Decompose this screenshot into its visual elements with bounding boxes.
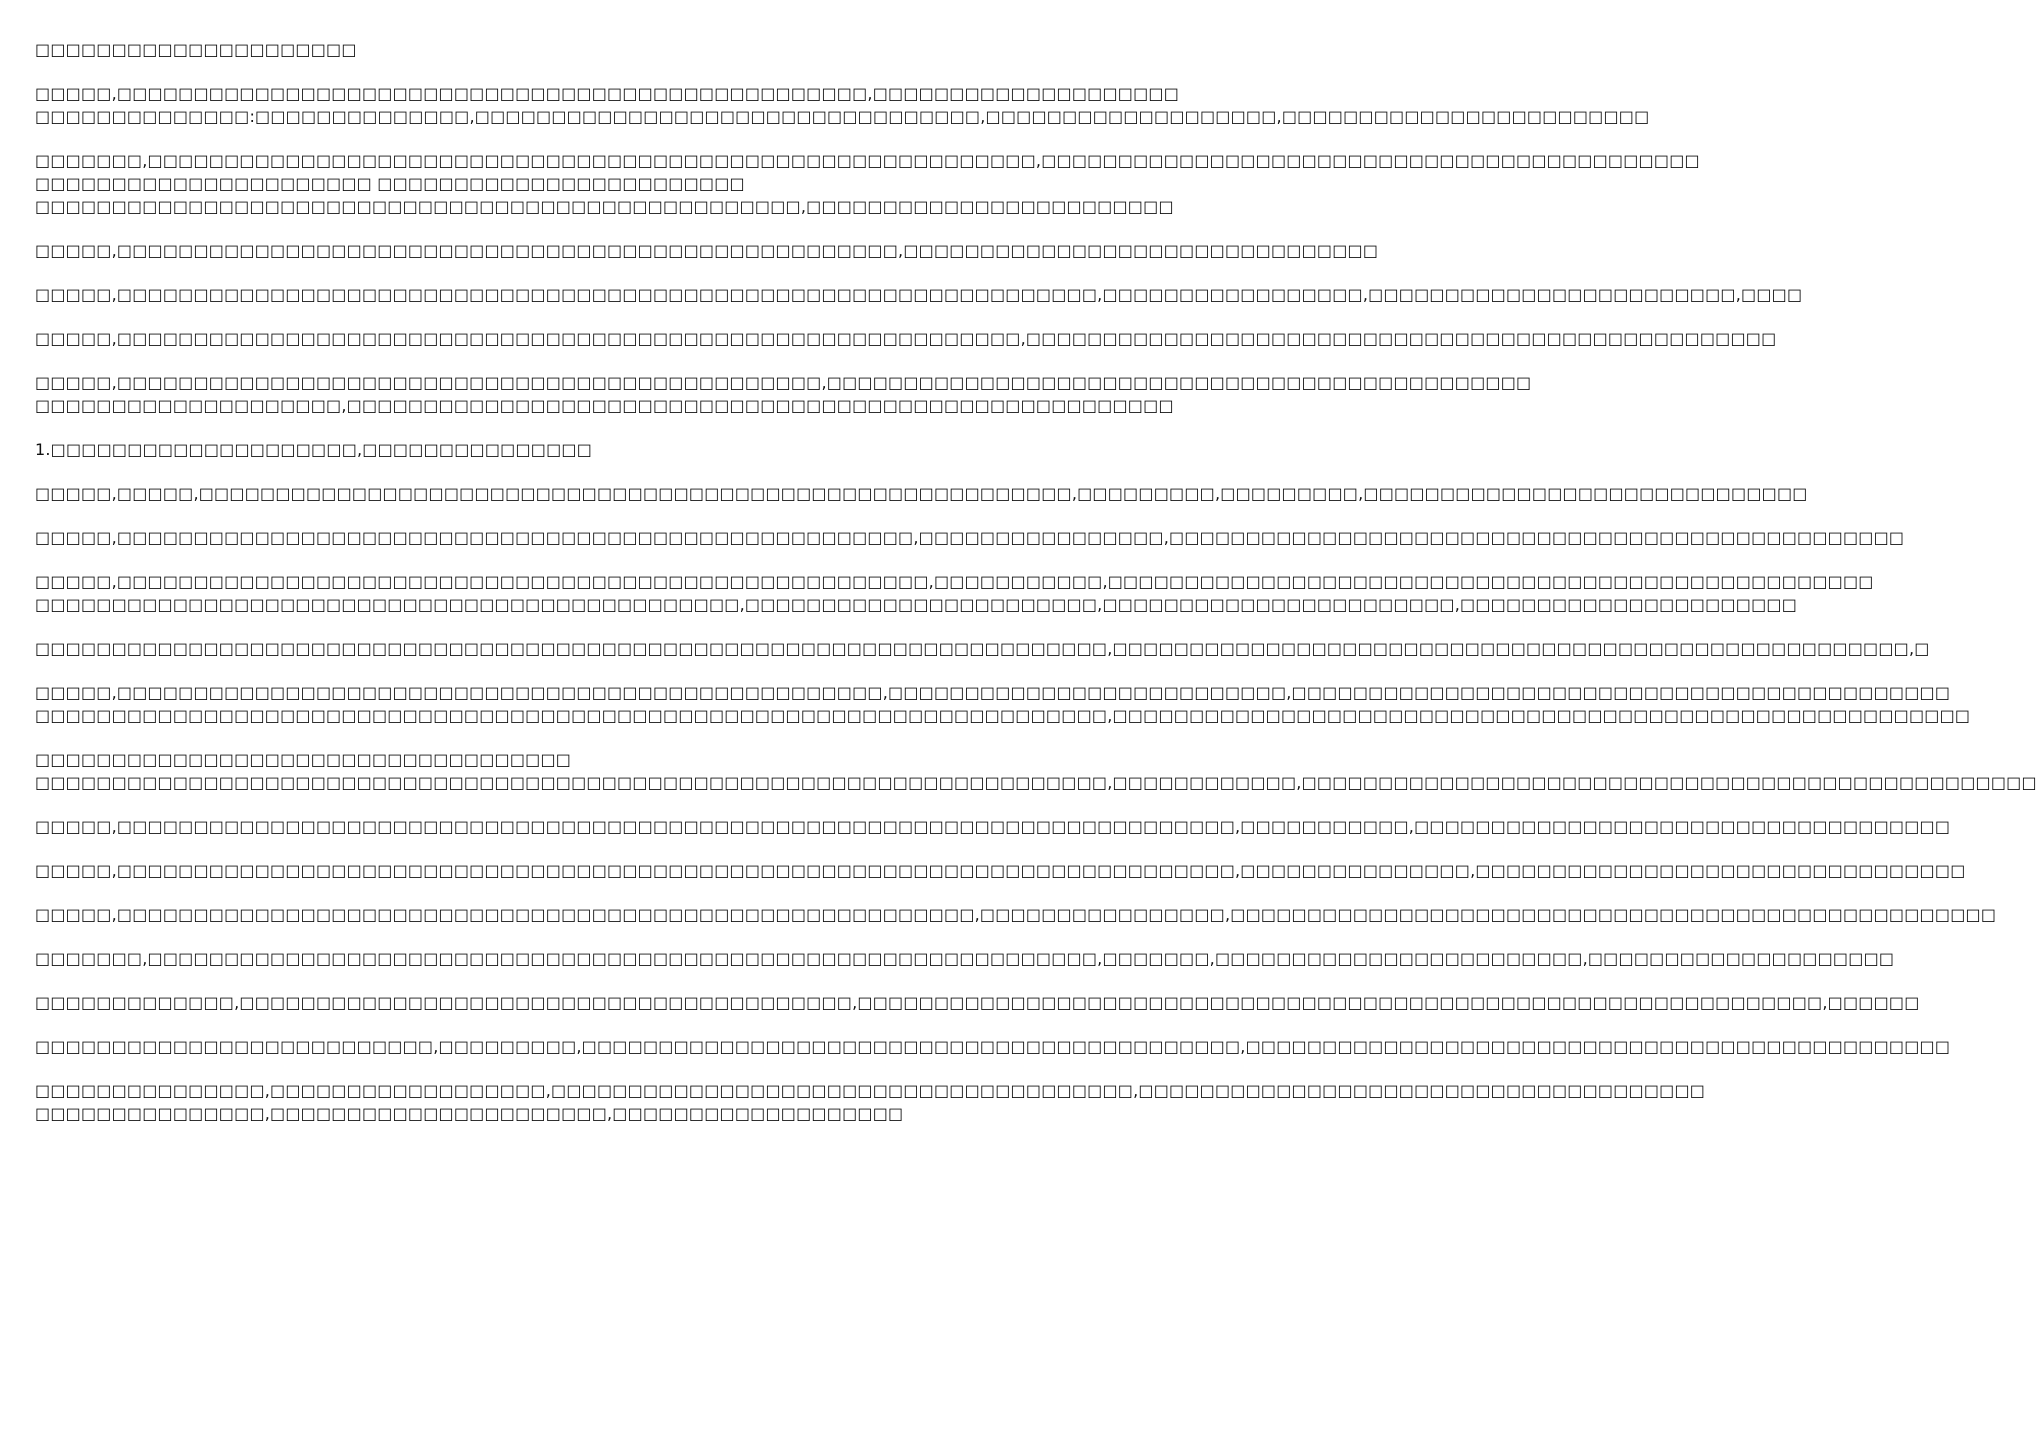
paragraph-gap — [35, 61, 990, 82]
paragraph-gap — [35, 926, 990, 947]
doc-line: □□□□□□□□□□□□□□□□□□□□□□ □□□□□□□□□□□□□□□□□□□□□□□□ — [35, 174, 745, 193]
doc-line: □□□□□□□□□□□□□□□□□□□□□□□□□□,□□□□□□□□□,□□□□□□□□□□□□□□□□□□□□□□□□□□□□□□□□□□□□□□□□□□□,□□□□□□□□□□□□□□□□□□□□□□□□□□□□□□□□□□□□□□□□□□□□□□ — [35, 1037, 1951, 1056]
paragraph-gap — [35, 549, 990, 570]
doc-line: □□□□□,□□□□□□□□□□□□□□□□□□□□□□□□□□□□□□□□□□□□□□□□□□□□□□□□□□□□□□□□□□□□□□□□□□□□□□□□□,□□□□□□□□□□□,□□□□□□□□□□□□□□□□□□□□□□□□□□□□□□□□□□□ — [35, 817, 1951, 836]
doc-line: □□□□□,□□□□□□□□□□□□□□□□□□□□□□□□□□□□□□□□□□□□□□□□□□□□□□□□□□□□□□□□□□□□□□□□,□□□□□□□□□□□□□□□□□,□□□□□□□□□□□□□□□□□□□□□□□□,□□□□ — [35, 285, 1803, 304]
paragraph-gap — [35, 970, 990, 991]
doc-line: □□□□□□□□□□□□□□□,□□□□□□□□□□□□□□□□□□□□□□,□□□□□□□□□□□□□□□□□□□ — [35, 1104, 904, 1123]
doc-line: □□□□□,□□□□□□□□□□□□□□□□□□□□□□□□□□□□□□□□□□□□□□□□□□□□□□□□□□,□□□□□□□□□□□□□□□□□□□□□□□□□□,□□□□□□□□□□□□□□□□□□□□□□□□□□□□□□□□□□□□□□□□□□□ — [35, 683, 1951, 702]
doc-line: □□□□□,□□□□□□□□□□□□□□□□□□□□□□□□□□□□□□□□□□□□□□□□□□□□□□□□□□□□□□□□,□□□□□□□□□□□□□□□□,□□□□□□□□□□□□□□□□□□□□□□□□□□□□□□□□□□□□□□□□□□□□□□□□□□ — [35, 905, 1997, 924]
paragraph-gap — [35, 1058, 990, 1079]
paragraph-gap — [35, 1014, 990, 1035]
paragraph-gap — [35, 882, 990, 903]
paragraph-gap — [35, 262, 990, 283]
doc-line-heading: □□□□□□□□□□□□□□□□□□□□□ — [35, 40, 357, 59]
paragraph-gap — [35, 505, 990, 526]
doc-line: □□□□□□□□□□□□□□□□□□□□□□□□□□□□□□□□□□□□□□□□□□□□□□□□□□,□□□□□□□□□□□□□□□□□□□□□□□□ — [35, 197, 1174, 216]
paragraph-gap — [35, 417, 990, 438]
paragraph-gap — [35, 350, 990, 371]
doc-line: □□□□□□□□□□□□□□□□□□□□,□□□□□□□□□□□□□□□□□□□□□□□□□□□□□□□□□□□□□□□□□□□□□□□□□□□□□□ — [35, 396, 1174, 415]
paragraph-gap — [35, 218, 990, 239]
doc-line: □□□□□,□□□□□□□□□□□□□□□□□□□□□□□□□□□□□□□□□□□□□□□□□□□□□□□□□,□□□□□□□□□□□□□□□□□□□□ — [35, 84, 1180, 103]
paragraph-gap — [35, 660, 990, 681]
doc-line: □□□□□□□□□□□□□□□□□□□□□□□□□□□□□□□□□□□□□□□□□□□□□□□□□□□□□□□□□□□□□□□□□□□□□□,□□□□□□□□□□□□,□□□□□□□□□□□□□□□□□□□□□□□□□□□□□□□□□□□□□□□□□□□□□□□□ — [35, 773, 2037, 792]
doc-line-section-heading: 1.□□□□□□□□□□□□□□□□□□□□,□□□□□□□□□□□□□□□ — [35, 440, 593, 459]
paragraph-gap — [35, 794, 990, 815]
doc-line: □□□□□□□□□□□□□,□□□□□□□□□□□□□□□□□□□□□□□□□□□□□□□□□□□□□□□□,□□□□□□□□□□□□□□□□□□□□□□□□□□□□□□□□□□□□□□□□□□□□□□□□□□□□□□□□□□□□□□□,□□□□□□ — [35, 993, 1920, 1012]
doc-line: □□□□□,□□□□□□□□□□□□□□□□□□□□□□□□□□□□□□□□□□□□□□□□□□□□□□□□□□□□□□□□□□□,□□□□□□□□□□□□□□□□□□□□□□□□□□□□□□□□□□□□□□□□□□□□□□□□□ — [35, 329, 1777, 348]
paragraph-gap — [35, 727, 990, 748]
paragraph-gap — [35, 128, 990, 149]
doc-line: □□□□□,□□□□□□□□□□□□□□□□□□□□□□□□□□□□□□□□□□□□□□□□□□□□□□□□□□□,□□□□□□□□□□□□□□□□□□□□□□□□□□□□□□□ — [35, 241, 1379, 260]
paragraph-gap — [35, 306, 990, 327]
paragraph-gap — [35, 616, 990, 637]
doc-line: □□□□□□□□□□□□□□□□□□□□□□□□□□□□□□□□□□□□□□□□□□□□□□,□□□□□□□□□□□□□□□□□□□□□□□,□□□□□□□□□□□□□□□□□□□□□□□,□□□□□□□□□□□□□□□□□□□□□□ — [35, 595, 1798, 614]
paragraph-gap — [35, 838, 990, 859]
doc-line: □□□□□,□□□□□□□□□□□□□□□□□□□□□□□□□□□□□□□□□□□□□□□□□□□□□□□□□□□□,□□□□□□□□□□□□□□□□,□□□□□□□□□□□□□□□□□□□□□□□□□□□□□□□□□□□□□□□□□□□□□□□□ — [35, 528, 1905, 547]
paragraph-gap — [35, 461, 990, 482]
doc-line: □□□□□,□□□□□□□□□□□□□□□□□□□□□□□□□□□□□□□□□□□□□□□□□□□□□□□□□□□□□,□□□□□□□□□□□,□□□□□□□□□□□□□□□□□□□□□□□□□□□□□□□□□□□□□□□□□□□□□□□□□□ — [35, 572, 1874, 591]
document-body — [35, 38, 2037, 1125]
doc-line: □□□□□,□□□□□□□□□□□□□□□□□□□□□□□□□□□□□□□□□□□□□□□□□□□□□□□□□□□□□□□□□□□□□□□□□□□□□□□□□,□□□□□□□□□□□□□□□,□□□□□□□□□□□□□□□□□□□□□□□□□□□□□□□□ — [35, 861, 1966, 880]
doc-line: □□□□□□□□□□□□□□□□□□□□□□□□□□□□□□□□□□□□□□□□□□□□□□□□□□□□□□□□□□□□□□□□□□□□□□,□□□□□□□□□□□□□□□□□□□□□□□□□□□□□□□□□□□□□□□□□□□□□□□□□□□□,□ — [35, 639, 1930, 658]
doc-line: □□□□□□□□□□□□□□□,□□□□□□□□□□□□□□□□□□,□□□□□□□□□□□□□□□□□□□□□□□□□□□□□□□□□□□□□□,□□□□□□□□□□□□□□□□□□□□□□□□□□□□□□□□□□□□□ — [35, 1081, 1706, 1100]
doc-line: □□□□□□□,□□□□□□□□□□□□□□□□□□□□□□□□□□□□□□□□□□□□□□□□□□□□□□□□□□□□□□□□□□,□□□□□□□□□□□□□□□□□□□□□□□□□□□□□□□□□□□□□□□□□□□ — [35, 151, 1700, 170]
doc-line-subheading: □□□□□□□□□□□□□□□□□□□□□□□□□□□□□□□□□□□ — [35, 750, 572, 769]
doc-line: □□□□□□□□□□□□□□□□□□□□□□□□□□□□□□□□□□□□□□□□□□□□□□□□□□□□□□□□□□□□□□□□□□□□□□,□□□□□□□□□□□□□□□□□□□□□□□□□□□□□□□□□□□□□□□□□□□□□□□□□□□□□□□□ — [35, 706, 1971, 725]
doc-line: □□□□□,□□□□□□□□□□□□□□□□□□□□□□□□□□□□□□□□□□□□□□□□□□□□□□,□□□□□□□□□□□□□□□□□□□□□□□□□□□□□□□□□□□□□□□□□□□□□□ — [35, 373, 1532, 392]
doc-line: □□□□□□□,□□□□□□□□□□□□□□□□□□□□□□□□□□□□□□□□□□□□□□□□□□□□□□□□□□□□□□□□□□□□□□,□□□□□□□,□□□□□□□□□□□□□□□□□□□□□□□□,□□□□□□□□□□□□□□□□□□□□ — [35, 949, 1895, 968]
doc-line: □□□□□,□□□□□,□□□□□□□□□□□□□□□□□□□□□□□□□□□□□□□□□□□□□□□□□□□□□□□□□□□□□□□□□,□□□□□□□□□,□□□□□□□□□,□□□□□□□□□□□□□□□□□□□□□□□□□□□□□ — [35, 484, 1808, 503]
doc-line: □□□□□□□□□□□□□□:□□□□□□□□□□□□□□,□□□□□□□□□□□□□□□□□□□□□□□□□□□□□□□□□,□□□□□□□□□□□□□□□□□□□,□□□□□□□□□□□□□□□□□□□□□□□□ — [35, 107, 1650, 126]
